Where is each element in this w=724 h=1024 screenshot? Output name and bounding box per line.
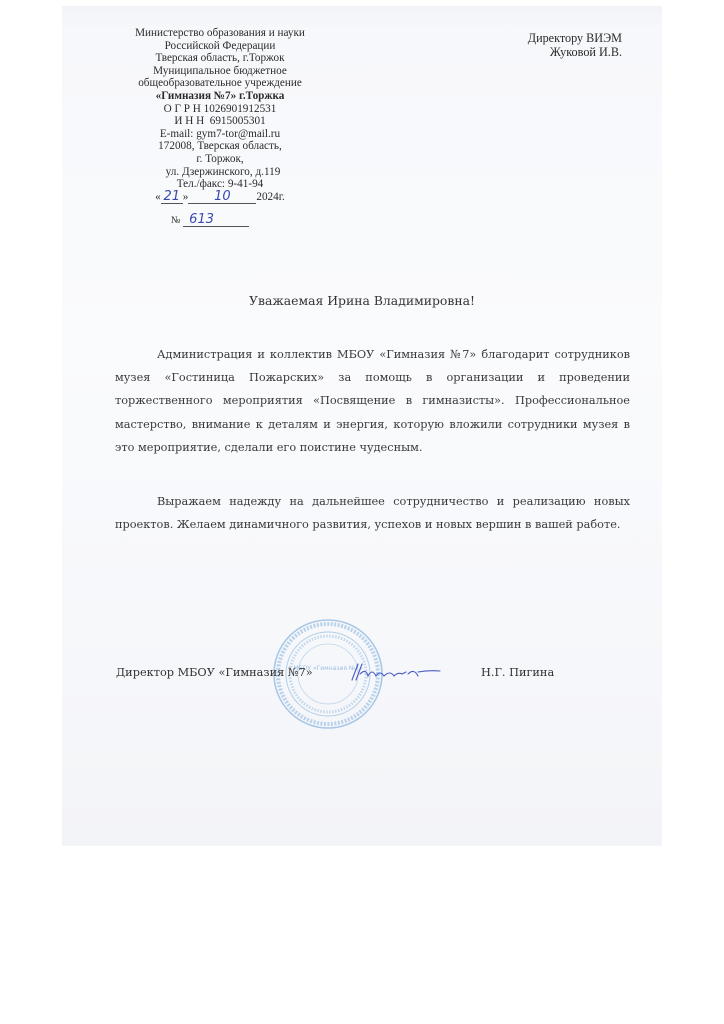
date-close-quote: » bbox=[182, 190, 189, 203]
date-open-quote: « bbox=[155, 190, 161, 203]
sender-email: E-mail: gym7-tor@mail.ru bbox=[159, 127, 281, 140]
greeting: Уважаемая Ирина Владимировна! bbox=[249, 293, 475, 308]
body-paragraph: Выражаем надежду на дальнейшее сотрудничество и реализацию новых проектов. Желаем динамичного развития, успехов и новых вершин в вашей работе. bbox=[115, 495, 630, 532]
handwritten-signature bbox=[348, 658, 448, 688]
number-label: № bbox=[170, 214, 181, 226]
letter-number bbox=[110, 211, 330, 228]
sender-header bbox=[110, 27, 330, 227]
body-paragraph: Администрация и коллектив МБОУ «Гимназия №7» благодарит сотрудников музея «Гостиница Пожарских» за помощь в организации и проведении торжественного мероприятия «Посвящение в гимназисты». Профессиональное мастерство, внимание к деталям и энергия, которую вложили сотрудники музея в это мероприятие, сделали его поистине чудесным. bbox=[115, 348, 630, 454]
date-month: 10 bbox=[214, 188, 231, 204]
signatory-title: Директор МБОУ «Гимназия №7» bbox=[116, 666, 313, 679]
sender-line: Тверская область, г.Торжок bbox=[155, 52, 285, 65]
date-day: 21 bbox=[163, 188, 181, 204]
sender-school-name: «Гимназия №7» г.Торжка bbox=[155, 89, 285, 102]
sender-inn: И Н Н 6915005301 bbox=[174, 115, 266, 128]
sender-line: ул. Дзержинского, д.119 bbox=[165, 165, 281, 178]
sender-line: общеобразовательное учреждение bbox=[138, 77, 302, 90]
stamp-center-text: МБОУ «Гимназия №7» bbox=[293, 665, 363, 672]
sender-line: Российской Федерации bbox=[164, 39, 276, 52]
signatory-name: Н.Г. Пигина bbox=[481, 666, 555, 679]
sender-ogrn: О Г Р Н 1026901912531 bbox=[163, 102, 277, 115]
recipient-name: Жуковой И.В. bbox=[549, 45, 622, 59]
sender-line: 172008, Тверская область, bbox=[158, 140, 282, 153]
date-year: 2024г. bbox=[256, 190, 285, 203]
letter-date bbox=[110, 188, 330, 204]
recipient-block bbox=[490, 31, 622, 59]
sender-line: Министерство образования и науки bbox=[135, 27, 305, 39]
number-value: 613 bbox=[189, 211, 214, 227]
recipient-title: Директору ВИЭМ bbox=[527, 31, 622, 45]
sender-phone: Тел./факс: 9-41-94 bbox=[176, 178, 264, 191]
sender-line: Муниципальное бюджетное bbox=[153, 64, 287, 77]
sender-line: г. Торжок, bbox=[196, 152, 244, 165]
